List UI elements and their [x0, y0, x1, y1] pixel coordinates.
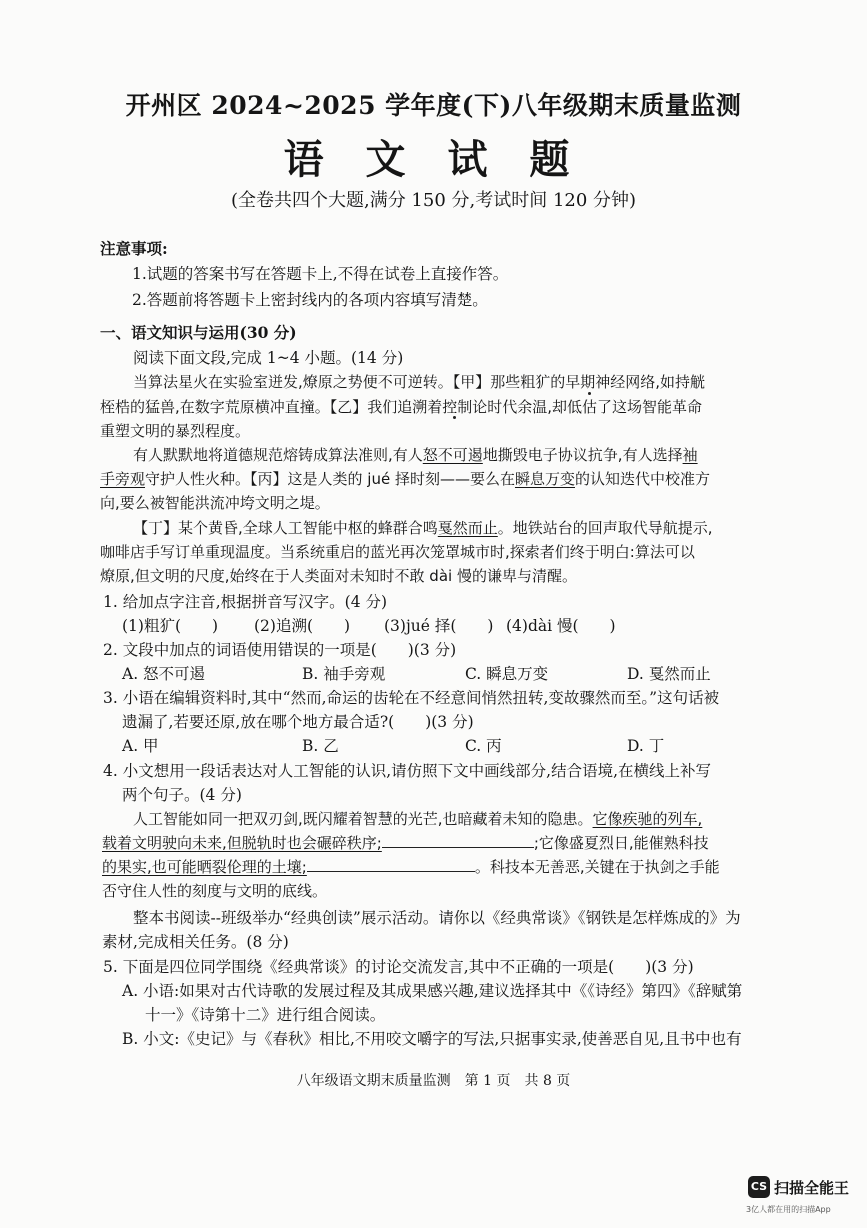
scanner-slogan: 3亿人都在用的扫描App — [746, 1205, 831, 1214]
reading-intro: 素材,完成相关任务。(8 分) — [102, 933, 289, 951]
question-4-stem: 两个句子。(4 分) — [122, 786, 242, 804]
underlined-phrase: 的果实,也可能晒裂伦理的土壤; — [102, 858, 307, 876]
passage-line: 重塑文明的暴烈程度。 — [100, 422, 251, 440]
question-1-option: (2)追溯( ) — [254, 617, 351, 635]
exam-subtitle: (全卷共四个大题,满分 150 分,考试时间 120 分钟) — [230, 190, 637, 211]
notice-heading: 注意事项: — [100, 239, 168, 258]
passage-line: 向,要么被智能洪流冲垮文明之堤。 — [100, 494, 330, 512]
question-4-line — [102, 832, 709, 853]
question-5-option-b: B. 小文:《史记》与《春秋》相比,不用咬文嚼字的写法,只据事实录,使善恶自见,且书中也有 — [122, 1030, 742, 1048]
underlined-phrase: 手旁观 — [100, 470, 146, 488]
question-3-option-a: A. 甲 — [122, 737, 159, 755]
notice-item-1: 1.试题的答案书写在答题卡上,不得在试卷上直接作答。 — [132, 265, 509, 283]
exam-header: 开州区 2024~2025 学年度(下)八年级期末质量监测 — [125, 91, 742, 120]
section-1-heading: 一、语文知识与运用(30 分) — [100, 323, 297, 342]
passage-line: 桎梏的猛兽,在数字荒原横冲直撞。【乙】我们追溯着控制论时代余温,却低估了这场智能革命 — [100, 398, 703, 416]
question-2-option-c: C. 瞬息万变 — [465, 665, 549, 683]
scanner-watermark — [748, 1176, 849, 1198]
passage-text: 地撕毁电子协议抗争,有人选择 — [482, 446, 683, 464]
question-5-stem: 5. 下面是四位同学围绕《经典常谈》的讨论交流发言,其中不正确的一项是( )(3 分) — [103, 958, 694, 976]
underlined-phrase: 戛然而止 — [437, 519, 498, 537]
underlined-phrase: 载着文明驶向未来,但脱轨时也会碾碎秩序; — [102, 834, 382, 852]
exam-title: 语 文 试 题 — [283, 136, 584, 183]
question-4-text: ;它像盛夏烈日,能催熟科技 — [533, 834, 709, 852]
passage-text: 守护人性火种。【丙】这是人类的 jué 择时刻——要么在 — [145, 470, 515, 488]
answer-blank-2[interactable] — [307, 856, 475, 872]
passage-text: 【丁】某个黄昏,全球人工智能中枢的蜂群合鸣 — [133, 519, 438, 537]
question-4-line: 否守住人性的刻度与文明的底线。 — [102, 882, 328, 900]
underlined-phrase: 它像疾驰的列车, — [592, 810, 703, 828]
question-1-option: (4)dài 慢( ) — [506, 617, 616, 635]
question-3-option-c: C. 丙 — [465, 737, 502, 755]
emphasis-dot — [453, 416, 456, 419]
question-3-option-b: B. 乙 — [302, 737, 339, 755]
notice-item-2: 2.答题前将答题卡上密封线内的各项内容填写清楚。 — [132, 291, 488, 309]
question-1-stem: 1. 给加点字注音,根据拼音写汉字。(4 分) — [103, 593, 388, 611]
answer-blank-1[interactable] — [382, 832, 534, 848]
emphasis-dot — [588, 392, 591, 395]
question-4-line — [133, 808, 702, 829]
scanner-logo-icon: CS — [748, 1176, 770, 1198]
question-4-line — [102, 856, 720, 877]
underlined-phrase: 怒不可遏 — [422, 446, 483, 464]
section-1-intro: 阅读下面文段,完成 1~4 小题。(14 分) — [133, 349, 404, 367]
question-2-stem: 2. 文段中加点的词语使用错误的一项是( )(3 分) — [103, 641, 457, 659]
question-4-text: 。科技本无善恶,关键在于执剑之手能 — [474, 858, 720, 876]
question-2-option-d: D. 戛然而止 — [627, 665, 711, 683]
passage-line: 燎原,但文明的尺度,始终在于人类面对未知时不敢 dài 慢的谦卑与清醒。 — [100, 567, 577, 585]
passage-text: 。地铁站台的回声取代导航提示, — [497, 519, 713, 537]
question-5-option-a: 十一》《诗第十二》进行组合阅读。 — [145, 1006, 386, 1024]
page-footer: 八年级语文期末质量监测 第 1 页 共 8 页 — [296, 1073, 571, 1089]
reading-intro: 整本书阅读--班级举办“经典创读”展示活动。请你以《经典常谈》《钢铁是怎样炼成的》为 — [133, 909, 741, 927]
question-3-stem: 遗漏了,若要还原,放在哪个地方最合适?( )(3 分) — [122, 713, 474, 731]
passage-text: 有人默默地将道德规范熔铸成算法准则,有人 — [133, 446, 423, 464]
question-3-option-d: D. 丁 — [627, 737, 665, 755]
question-1-option: (1)粗犷( ) — [122, 617, 219, 635]
question-5-option-a: A. 小语:如果对古代诗歌的发展过程及其成果感兴趣,建议选择其中《《诗经》第四》《辞赋第 — [122, 982, 743, 1000]
question-2-option-a: A. 怒不可遏 — [122, 665, 206, 683]
passage-line: 当算法星火在实验室迸发,燎原之势便不可逆转。【甲】那些粗犷的早期神经网络,如持觥 — [133, 373, 706, 391]
question-4-text: 人工智能如同一把双刃剑,既闪耀着智慧的光芒,也暗藏着未知的隐患。 — [133, 810, 593, 828]
question-2-option-b: B. 袖手旁观 — [302, 665, 386, 683]
question-3-stem: 3. 小语在编辑资料时,其中“然而,命运的齿轮在不经意间悄然扭转,变故骤然而至。”这句话被 — [103, 689, 720, 707]
passage-line — [100, 468, 710, 489]
passage-line — [133, 444, 698, 465]
question-4-stem: 4. 小文想用一段话表达对人工智能的认识,请仿照下文中画线部分,结合语境,在横线上补写 — [103, 762, 711, 780]
underlined-phrase: 袖 — [682, 446, 698, 464]
passage-line: 咖啡店手写订单重现温度。当系统重启的蓝光再次笼罩城市时,探索者们终于明白:算法可以 — [100, 543, 695, 561]
underlined-phrase: 瞬息万变 — [514, 470, 575, 488]
passage-text: 的认知迭代中校准方 — [574, 470, 710, 488]
scanner-app-name: 扫描全能王 — [774, 1178, 850, 1197]
passage-line — [133, 517, 713, 538]
question-1-option: (3)jué 择( ) — [384, 617, 494, 635]
